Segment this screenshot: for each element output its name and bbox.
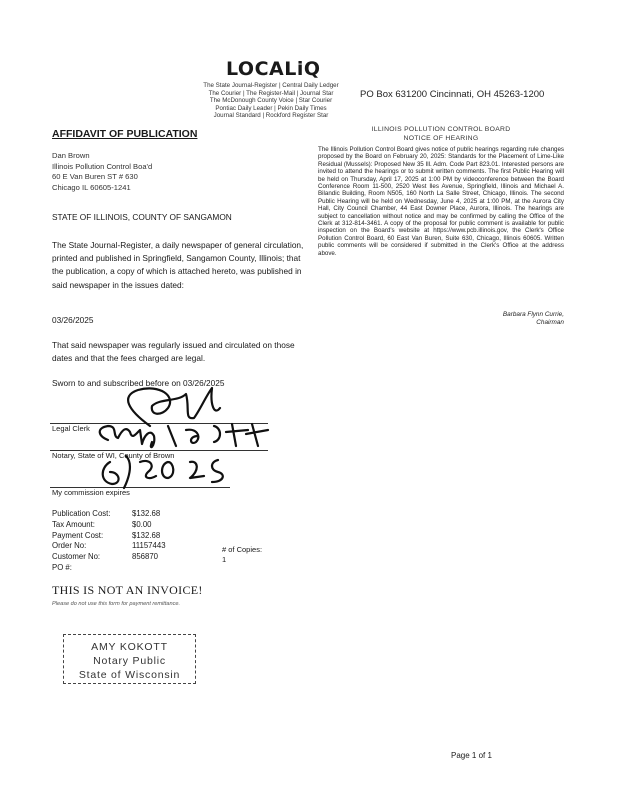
issue-date: 03/26/2025 [52,315,94,325]
not-invoice-warning: THIS IS NOT AN INVOICE! [52,583,203,597]
publication-line: The McDonough County Voice | Star Courier [209,97,333,105]
notary-stamp [63,634,196,684]
cost-value: 856870 [132,552,159,562]
cost-table [52,509,166,574]
cost-label: Order No: [52,541,87,551]
legal-clerk-label: Legal Clerk [52,424,90,433]
publication-line: The Courier | The Register-Mail | Journal Star [208,89,334,97]
cost-value: $132.68 [132,530,161,540]
clerk-signature-stroke [128,388,220,426]
notice-heading [318,126,564,143]
cost-label: Customer No: [52,552,101,562]
cost-value: 11157443 [132,541,166,551]
cost-row [52,563,166,574]
commission-label: My commission expires [52,488,130,497]
notice-body: The Illinois Pollution Control Board gives notice of public hearings regarding rule changes proposed by the Board on February 20, 2025: Standards for the Placement of Lime-Like Residual (Mussels): Proposed New 35 Ill. Adm. Code Part 823.01. Interested persons are invited to attend the hearings or to submit written comments. The first Public Hearing will be held on Thursday, April 17, 2025 at 1:00 PM by videoconference between the Board Conference Room 11-500, 2520 West Iles Avenue, Springfield, Illinois and Michael A. Bilandic Building, Room N505, 160 North La Salle Street, Chicago, Illinois. The second Public Hearing will be held on Wednesday, June 4, 2025 at 1:00 PM, at the Aurora City Hall, City Council Chamber, 44 East Downer Place, Aurora, Illinois. The hearings are subject to cancellation without notice and may be confirmed by calling the Office of the Clerk at 312-814-3461. A copy of the proposal for public comment is available for public inspection on the Board's website at https://www.pcb.illinois.gov, the Clerk's Office Pollution Control Board, 60 East Van Buren, Suite 630, Chicago, Illinois 60605. Written public comments will be considered if submitted in the Clerk's Office at the address above. [318,146,564,257]
publication-line: Pontiac Daily Leader | Pekin Daily Times [215,104,327,112]
cost-row [52,552,166,563]
publication-line: Journal Standard | Rockford Register Star [213,112,329,120]
address-line: Dan Brown [52,151,90,160]
state-county-line: STATE OF ILLINOIS, COUNTY OF SANGAMON [52,212,232,222]
copies-field [222,545,262,564]
address-line: Chicago IL 60605-1241 [52,182,131,192]
cost-value: $132.68 [132,509,161,518]
po-box-address: PO Box 631200 Cincinnati, OH 45263-1200 [360,89,545,100]
page-number: Page 1 of 1 [451,751,492,760]
copies-value: 1 [222,554,227,564]
cost-row [52,531,166,542]
address-line: 60 E Van Buren ST # 630 [52,172,138,182]
notary-signature-stroke [168,424,268,446]
affidavit-title: AFFIDAVIT OF PUBLICATION [52,128,198,140]
notary-label: Notary, State of WI, County of Brown [52,451,175,460]
sworn-statement: Sworn to and subscribed before on 03/26/2025 [52,378,225,388]
notice-heading-line: NOTICE OF HEARING [403,134,479,142]
cost-label: Publication Cost: [52,509,111,518]
remittance-note: Please do not use this form for payment remittance. [52,601,181,607]
cost-value: $0.00 [132,519,152,529]
cost-label: PO #: [52,562,72,572]
cost-row [52,520,166,531]
notice-signature-name: Barbara Flynn Currie, [502,311,564,318]
copies-label: # of Copies: [222,545,263,554]
notice-signature-title: Chairman [536,319,564,327]
localiq-logo: LOCALiQ [226,58,321,80]
cost-label: Tax Amount: [52,519,95,529]
notary-signature-stroke [100,426,155,447]
publication-line: The State Journal-Register | Central Daily Ledger [203,82,339,89]
stamp-line: State of Wisconsin [78,669,181,681]
notice-signature [420,311,564,328]
regular-issue-statement: That said newspaper was regularly issued and circulated on those dates and that the fees charged are legal. [52,340,295,364]
commission-date-stroke [103,456,223,488]
cost-row [52,541,166,552]
stamp-line: AMY KOKOTT [91,641,168,653]
affidavit-body: The State Journal-Register, a daily newspaper of general circulation, printed and published in Springfield, Sangamon County, Illinois; that the publication, a copy of which is attached hereto, was published in said newspaper in the issues dated: [52,240,304,290]
cost-label: Payment Cost: [52,530,104,540]
stamp-line: Notary Public [93,655,166,667]
cost-row [52,509,166,520]
address-line: Illinois Pollution Control Boa'd [52,161,153,171]
notice-heading-line: ILLINOIS POLLUTION CONTROL BOARD [371,126,511,133]
